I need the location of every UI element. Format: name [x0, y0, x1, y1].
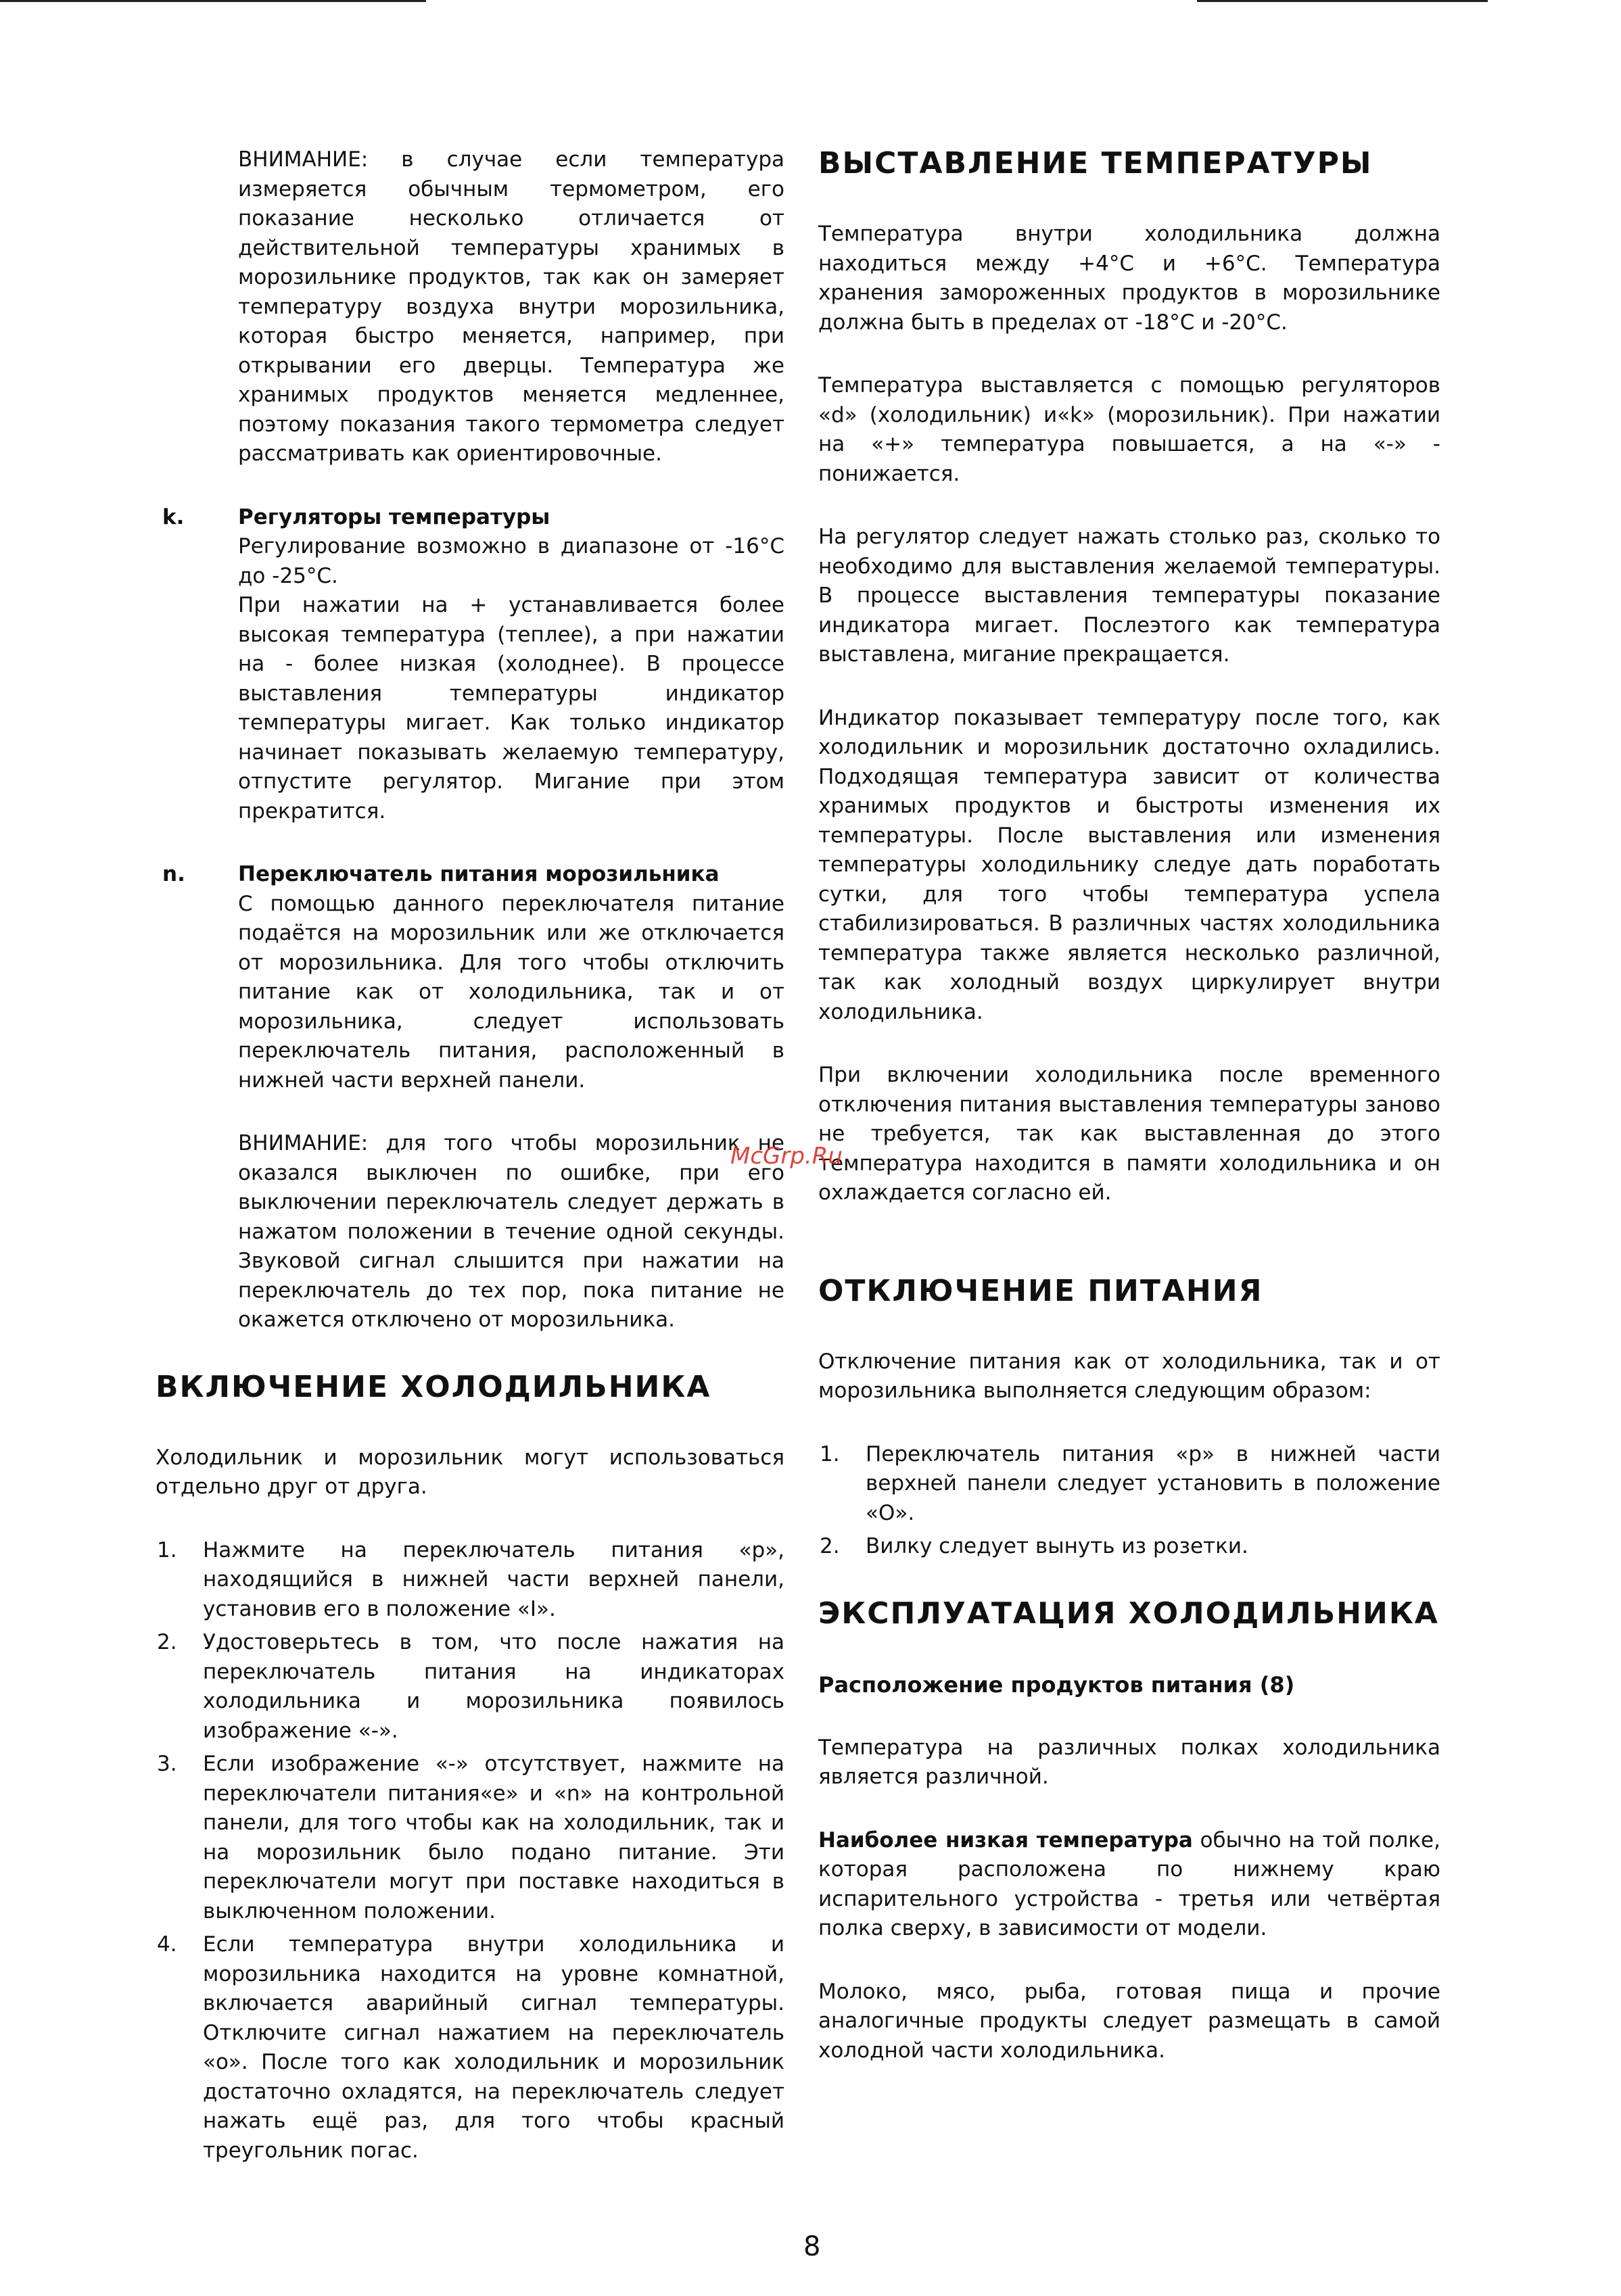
top-rule-right — [1197, 0, 1488, 2]
paragraph-rest: обычно на той полке, которая расположена по нижнему краю испарительного устройства - третья или четвёртая полка сверху, в зависимости от модели. — [818, 1827, 1440, 1940]
item-n-freezer-power-switch — [156, 860, 784, 1095]
list-item — [818, 1532, 1440, 1562]
heading-set-temperature: ВЫСТАВЛЕНИЕ ТЕМПЕРАТУРЫ — [818, 146, 1373, 181]
heading-switch-on: ВКЛЮЧЕНИЕ ХОЛОДИЛЬНИКА — [156, 1369, 711, 1404]
operation-paragraph-2 — [818, 1826, 1440, 1944]
list-text: Если температура внутри холодильника и морозильника находится на уровне комнатной, включается аварийный сигнал температуры. Отключите сигнал нажатием на переключатель «о». После того как холодильник и морозильник достаточно охладятся, на переключатель следует нажать ещё раз, для того чтобы красный треугольник погас. — [203, 1932, 784, 2163]
power-off-steps — [818, 1440, 1440, 1562]
switch-on-intro: Холодильник и морозильник могут использоваться отдельно друг от друга. — [156, 1445, 784, 1499]
switch-on-steps — [156, 1536, 784, 2166]
list-text: Переключатель питания «р» в нижней части верхней панели следует установить в положение «О». — [866, 1441, 1440, 1525]
set-temp-paragraph-2: Температура выставляется с помощью регуляторов «d» (холодильник) и«k» (морозильник). При нажатии на «+» температура повышается, а на «-» - понижается. — [818, 373, 1440, 486]
item-text: С помощью данного переключателя питание подаётся на морозильник или же отключается от морозильника. Для того чтобы отключить питание как от холодильника, так и от морозильника, следует использовать переключатель питания, расположенный в нижней части верхней панели. — [238, 891, 784, 1093]
subheading-food-placement: Расположение продуктов питания (8) — [818, 1671, 1295, 1698]
list-number: 1. — [157, 1537, 177, 1562]
set-temp-paragraph-5: При включении холодильника после временного отключения питания выставления температуры заново не требуется, так как выставленная до этого температура находится в памяти холодильника и он охлаждается согласно ей. — [818, 1063, 1440, 1205]
list-text: Вилку следует вынуть из розетки. — [866, 1534, 1248, 1558]
set-temp-paragraph-3: На регулятор следует нажать столько раз, сколько то необходимо для выставления желаемой температуры. В процессе выставления температуры показание индикатора мигает. Послеэтого как температура выставлена, мигание прекращается. — [818, 525, 1440, 667]
operation-paragraph-3: Молоко, мясо, рыба, готовая пища и прочие аналогичные продукты следует размещать в самой холодной части холодильника. — [818, 1979, 1440, 2063]
item-letter: n. — [162, 862, 185, 886]
list-item — [156, 1750, 784, 1926]
list-text: Если изображение «-» отсутствует, нажмите на переключатели питания«е» и «n» на контрольной панели, для того чтобы как на холодильник, так и на морозильник было подано питание. Эти переключатели могут при поставке находиться в выключенном положении. — [203, 1752, 784, 1923]
list-item — [156, 1536, 784, 1625]
list-text: Удостоверьтесь в том, что после нажатия на переключатель питания на индикаторах холодильника и морозильника появилось изображение «-». — [203, 1630, 784, 1743]
item-title: Переключатель питания морозильника — [238, 862, 720, 886]
list-item — [156, 1628, 784, 1746]
warning-thermometer: ВНИМАНИЕ: в случае если температура измеряется обычным термометром, его показание несколько отличается от действительной температуры хранимых в морозильнике продуктов, так как он замеряет температуру воздуха внутри морозильника, которая быстро меняется, например, при открывании его дверцы. Температура же хранимых продуктов меняется медленнее, поэтому показания такого термометра следует рассматривать как ориентировочные. — [238, 147, 784, 466]
list-text: Нажмите на переключатель питания «р», находящийся в нижней части верхней панели, установив его в положение «I». — [203, 1537, 784, 1621]
item-text: Регулирование возможно в диапазоне от -16°С до -25°С. — [238, 534, 784, 588]
right-column — [818, 145, 1440, 2099]
set-temp-paragraph-1: Температура внутри холодильника должна находиться между +4°С и +6°С. Температура хранения замороженных продуктов в морозильнике должна быть в пределах от -18°С и -20°С. — [818, 222, 1440, 335]
list-item — [818, 1440, 1440, 1529]
watermark-text: McGrp.Ru — [730, 1143, 843, 1170]
list-item — [156, 1930, 784, 2166]
left-column — [156, 145, 784, 2199]
list-number: 3. — [157, 1752, 177, 1776]
list-number: 4. — [157, 1932, 177, 1957]
item-letter: k. — [162, 504, 185, 529]
warning-freezer-off: ВНИМАНИЕ: для того чтобы морозильник не оказался выключен по ошибке, при его выключении переключатель следует держать в нажатом положении в течение одной секунды. Звуковой сигнал слышится при нажатии на переключатель до тех пор, пока питание не окажется отключено от морозильника. — [238, 1131, 784, 1332]
bold-lead: Наиболее низкая температура — [818, 1827, 1193, 1852]
list-number: 2. — [157, 1630, 177, 1654]
heading-power-off: ОТКЛЮЧЕНИЕ ПИТАНИЯ — [818, 1273, 1263, 1308]
list-number: 1. — [820, 1441, 840, 1466]
top-rule-left — [0, 0, 426, 2]
item-title: Регуляторы температуры — [238, 504, 550, 529]
heading-operation: ЭКСПЛУАТАЦИЯ ХОЛОДИЛЬНИКА — [818, 1596, 1439, 1631]
item-text: При нажатии на + устанавливается более высокая температура (теплее), а при нажатии на - более низкая (холоднее). В процессе выставления температуры индикатор температуры мигает. Как только индикатор начинает показывать желаемую температуру, отпустите регулятор. Мигание при этом прекратится. — [238, 593, 784, 823]
power-off-intro: Отключение питания как от холодильника, так и от морозильника выполняется следующим образом: — [818, 1349, 1440, 1403]
item-k-temperature-regulators — [156, 503, 784, 827]
operation-paragraph-1: Температура на различных полках холодильника является различной. — [818, 1735, 1440, 1789]
page-number: 8 — [803, 2231, 821, 2262]
set-temp-paragraph-4: Индикатор показывает температуру после того, как холодильник и морозильник достаточно охладились. Подходящая температура зависит от количества хранимых продуктов и быстроты изменения их температуры. После выставления или изменения температуры холодильнику следуе дать поработать сутки, для того чтобы температура успела стабилизироваться. В различных частях холодильника температура также является несколько различной, так как холодный воздух циркулирует внутри холодильника. — [818, 705, 1440, 1024]
list-number: 2. — [820, 1534, 840, 1558]
